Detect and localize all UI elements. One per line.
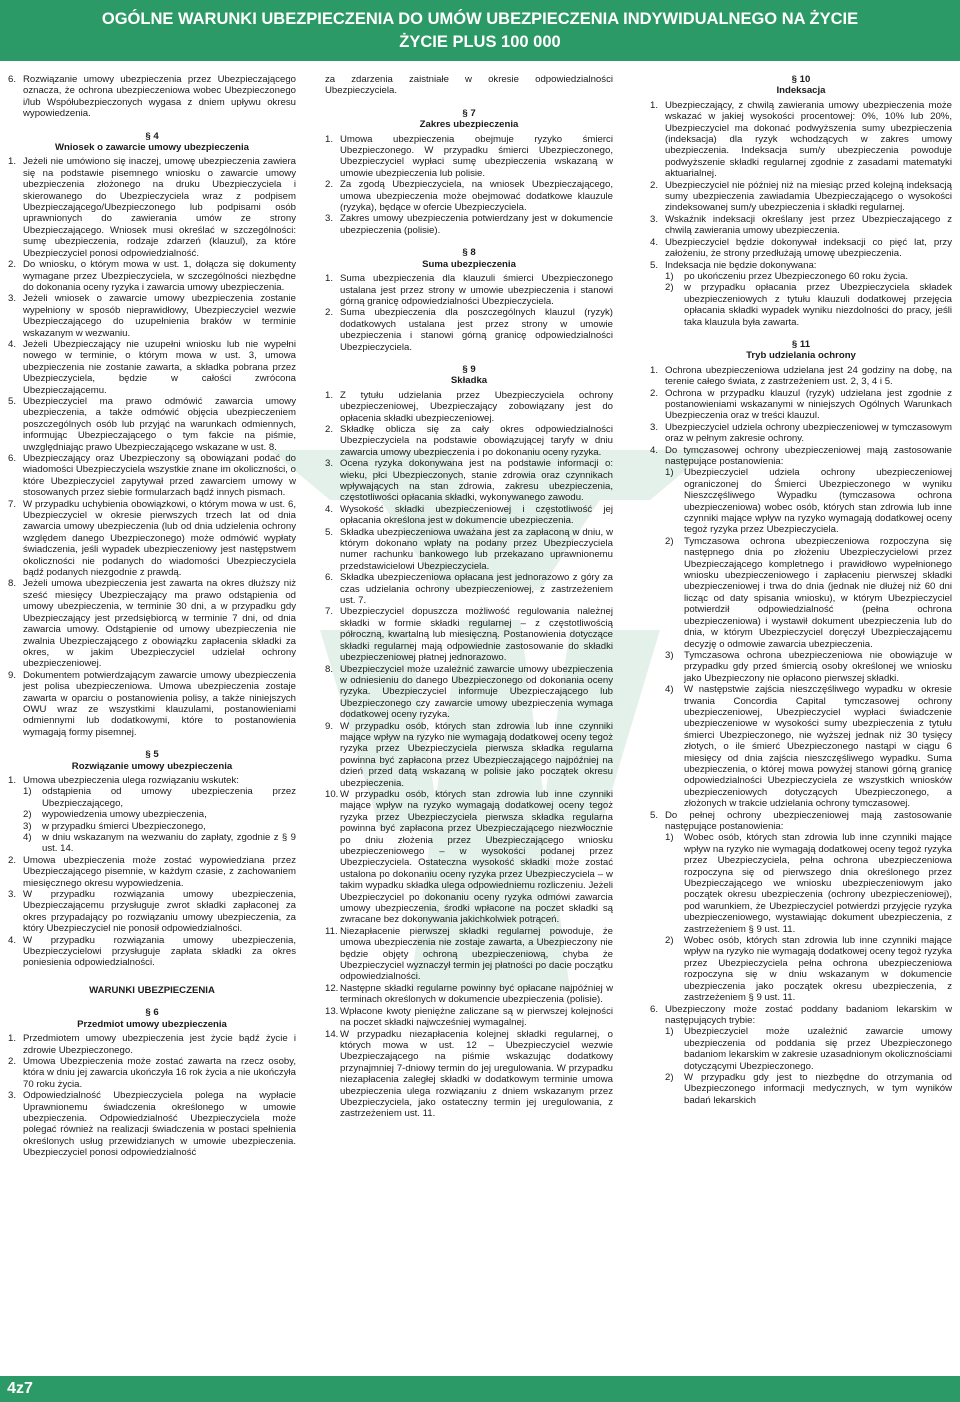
section-heading-8: § 8 Suma ubezpieczenia [422,247,516,270]
list-item: 2. Ubezpieczyciel nie później niż na miesiąc przed kolejną indeksacją sumy ubezpieczenia zawiadamia Ubezpieczającego o wysokości zindeksowanej sum/y ubezpieczenia i składki regularnej. [650,179,952,214]
list-item: 1. Przedmiotem umowy ubezpieczenia jest życie bądź życie i zdrowie Ubezpieczonego. [8,1033,296,1056]
column-right [650,74,952,1106]
list-item: 6. Ubezpieczony może zostać poddany badaniom lekarskim w następujących trybie: [650,1003,952,1026]
sub-list-item: 2) w przypadku opłacania przez Ubezpieczyciela składek ubezpieczeniowych z tytułu klauzuli dodatkowej przejęcia opłacania składki wypadek wyniku niezdolności do pracy, jeśli taka klauzula była zawarta. [665,282,952,328]
list-item: 2. Umowa ubezpieczenia może zostać wypowiedziana przez Ubezpieczającego pisemnie, w każdym czasie, z zachowaniem miesięcznego okresu wypowiedzenia. [8,854,296,889]
paragraph: 6. Rozwiązanie umowy ubezpieczenia przez Ubezpieczającego oznacza, że ochrona ubezpieczeniowa wobec Ubezpieczonego i/lub Współubezpieczonych wygasa z dniem upływu okresu wypowiedzenia. [8,74,296,120]
list-item: 7. Ubezpieczyciel dopuszcza możliwość regulowania należnej składki w formie składki regularnej – z częstotliwością półroczną, kwartalną lub miesięczną. Postanowienia dotyczące składki regularnej mają odpowiednie zastosowanie do składki ubezpieczeniowej płatnej jednorazowo. [325,606,613,664]
section-heading-10: § 10 Indeksacja [776,74,826,97]
list-item: 8. Jeżeli umowa ubezpieczenia jest zawarta na okres dłuższy niż sześć miesięcy Ubezpieczający ma prawo odstąpienia od umowy ubezpieczenia, w terminie 30 dni, a w przypadku gdy Ubezpieczający jest przedsiębiorcą w terminie 7 dni, od dnia zawarcia umowy. Odstąpienie od umowy ubezpieczenia nie zwalnia Ubezpieczającego z obowiązku zapłacenia składki za okres, w jakim Ubezpieczyciel udzielał ochrony ubezpieczeniowej. [8,578,296,670]
list-item: 7. W przypadku uchybienia obowiązkowi, o którym mowa w ust. 6, Ubezpieczyciel w okresie pierwszych trzech lat od dnia zawarcia umowy ubezpieczenia (lub od dnia udzielenia ochrony względem danego Ubezpieczonego) może odmówić wypłaty świadczenia, jeśli wypadek ubezpieczeniowy jest następstwem okoliczności nie podanych do wiadomości Ubezpieczyciela bądź podanych niezgodnie z prawdą. [8,498,296,579]
list-item: 11. Niezapłacenie pierwszej składki regularnej powoduje, że umowa ubezpieczenia nie zostaje zawarta, a Ubezpieczony nie będzie objęty ochroną ubezpieczeniową, chyba że Ubezpieczyciel wyznaczył termin jej płatności po dacie początku odpowiedzialności. [325,925,613,983]
list-item: 9. W przypadku osób, których stan zdrowia lub inne czynniki mające wpływ na ryzyko nie wymagają dodatkowej oceny tegoż ryzyka przez Ubezpieczyciela pierwsza składka regularna powinna być zapłacona przez Ubezpieczającego najpóźniej na dzień przed datą wskazaną w polisie jako początek okresu ubezpieczenia. [325,720,613,789]
sub-list-item: 1) odstąpienia od umowy ubezpieczenia przez Ubezpieczającego, [23,786,296,809]
list-item: 3. Jeżeli wniosek o zawarcie umowy ubezpieczenia zostanie wypełniony w sposób nieprawidłowy, Ubezpieczyciel wezwie Ubezpieczającego do uzupełnienia braków w terminie wskazanym w wezwaniu. [8,293,296,339]
list-item: 8. Ubezpieczyciel może uzależnić zawarcie umowy ubezpieczenia w odniesieniu do danego Ubezpieczonego od dokonania oceny ryzyka. Ubezpieczyciel informuje Ubezpieczającego lub Ubezpieczonego czy zawarcie umowy ubezpieczenia wymaga dodatkowej oceny ryzyka. [325,663,613,721]
list-item: 4. W przypadku rozwiązania umowy ubezpieczenia, Ubezpieczycielowi przysługuje zapłata składki za okres poniesienia odpowiedzialności. [8,934,296,969]
list-item: 4. Wysokość składki ubezpieczeniowej i częstotliwość jej opłacania określona jest w dokumencie ubezpieczenia. [325,503,613,527]
document-title-line-2: ŻYCIE PLUS 100 000 [399,33,561,51]
list-item: 1. Ochrona ubezpieczeniowa udzielana jest 24 godziny na dobę, na terenie całego świata, z zastrzeżeniem ust. 2, 3, 4 i 5. [650,364,952,388]
sub-list-item: 1) po ukończeniu przez Ubezpieczonego 60 roku życia. [665,270,908,282]
list-item: 2. Do wniosku, o którym mowa w ust. 1, dołącza się dokumenty wymagane przez Ubezpieczyciela, w szczególności niezbędne do dokonania oceny ryzyka i zawarcia umowy ubezpieczenia. [8,259,296,293]
section-heading-4: § 4 Wniosek o zawarcie umowy ubezpieczenia [54,130,250,154]
list-item: 12. Następne składki regularne powinny być opłacane najpóźniej w terminach określonych w dokumencie ubezpieczenia (polisie). [325,982,613,1006]
list-item: 1. Umowa ubezpieczenia obejmuje ryzyko śmierci Ubezpieczonego. W przypadku śmierci Ubezpieczonego, Ubezpieczyciel wypłaci sumę ubezpieczenia wskazaną w umowie ubezpieczenia lub polisie. [325,133,613,179]
sub-list-item: 2) Wobec osób, których stan zdrowia lub inne czynniki mające wpływ na ryzyko nie wymagają dodatkowej oceny tegoż ryzyka przez Ubezpieczyciela pełna ochrona ubezpieczeniowa rozpoczyna się w dniu wskazanym w dokumencie ubezpieczenia jako początek okresu ubezpieczenia, z zastrzeżeniem § 9 ust. 11. [665,935,952,1004]
list-item: 6. Składka ubezpieczeniowa opłacana jest jednorazowo z góry za czas udzielania ochrony ubezpieczeniowej, z zastrzeżeniem ust. 7. [325,572,613,607]
section-heading-7: § 7 Zakres ubezpieczenia [419,107,519,131]
section-heading-5: § 5 Rozwiązanie umowy ubezpieczenia [71,749,233,772]
list-item: 2. Suma ubezpieczenia dla poszczególnych klauzul (ryzyk) dodatkowych ustalana jest przez strony w umowie ubezpieczenia i stanowi górną granicę odpowiedzialności Ubezpieczyciela. [325,307,613,353]
list-item: 2. Ochrona w przypadku klauzul (ryzyk) udzielana jest zgodnie z postanowieniami wskazanymi w niniejszych Ogólnych Warunkach Ubezpieczenia oraz w treści klauzul. [650,387,952,422]
list-item: 1. Jeżeli nie umówiono się inaczej, umowę ubezpieczenia zawiera się na podstawie pisemnego wniosku o zawarcie umowy ubezpieczenia złożonego na druku Ubezpieczyciela i skierowanego do Ubezpieczyciela wraz z podpisem Ubezpieczającego/Ubezpieczonego lub podpisami osób uprawnionych do zawierania umów ze strony Ubezpieczającego. Wniosek musi określać w szczególności: sumę ubezpieczenia, rodzaje zdarzeń (klauzul), za które Ubezpieczyciel ponosi odpowiedzialność. [8,156,296,259]
sub-list-item: 4) W następstwie zajścia nieszczęśliwego wypadku w okresie trwania Concordia Capital tymczasowej ochrony ubezpieczeniowej, Ubezpieczyciel wypłaci świadczenie ubezpieczeniowe w wysokości sumy ubezpieczenia z tytułu śmierci Ubezpieczonego, nie wyższej jednak niż 30 tysięcy złotych, o ile śmierć Ubezpieczonego nastąpi w ciągu 6 miesięcy od dnia zajścia nieszczęśliwego wypadku. Suma ubezpieczenia, o której mowa powyżej stanowi górną granicę odpowiedzialności Ubezpieczyciela ze wszystkich wniosków ubezpieczeniowych dotyczących Ubezpieczonego, a złożonych w trakcie udzielania ochrony tymczasowej. [665,684,952,810]
list-item: 3. Zakres umowy ubezpieczenia potwierdzany jest w dokumencie ubezpieczenia (polisie). [325,213,613,236]
list-item: 3. Ubezpieczyciel udziela ochrony ubezpieczeniowej w tymczasowym oraz w pełnym zakresie ochrony. [650,421,952,445]
page-number: 4z7 [7,1380,33,1397]
list-item: 3. Wskaźnik indeksacji określany jest przez Ubezpieczającego z chwilą zawierania umowy ubezpieczenia. [650,213,952,237]
list-item: 4. Jeżeli Ubezpieczający nie uzupełni wniosku lub nie wypełni nowego w terminie, o którym mowa w ust. 3, umowa ubezpieczenia nie zostanie zawarta, a składka pobrana przez Ubezpieczyciela, będzie w całości zwrócona Ubezpieczającemu. [8,338,296,396]
sub-list-item: 3) w przypadku śmierci Ubezpieczonego, [23,820,206,832]
sub-list-item: 2) wypowiedzenia umowy ubezpieczenia, [23,809,207,821]
document-title-line-1: OGÓLNE WARUNKI UBEZPIECZENIA DO UMÓW UBEZPIECZENIA INDYWIDUALNEGO NA ŻYCIE [101,10,859,28]
column-middle [325,74,613,1120]
list-item: 4. Do tymczasowej ochrony ubezpieczeniowej mają zastosowanie następujące postanowienia: [650,444,952,467]
paragraph: za zdarzenia zaistniałe w okresie odpowiedzialności Ubezpieczyciela. [325,74,613,97]
list-item: 2. Umowa Ubezpieczenia może zostać zawarta na rzecz osoby, która w dniu jej zawarcia ukończyła 16 rok życia a nie ukończyła 70 roku życia. [8,1055,296,1090]
list-item: 5. Do pełnej ochrony ubezpieczeniowej mają zastosowanie następujące postanowienia: [650,809,952,832]
list-item: 1. Suma ubezpieczenia dla klauzuli śmierci Ubezpieczonego ustalana jest przez strony w umowie ubezpieczenia i stanowi górną granicę odpowiedzialności Ubezpieczyciela. [325,273,613,307]
list-item: 3. Ocena ryzyka dokonywana jest na podstawie informacji o: wieku, płci Ubezpieczonych, stanie zdrowia oraz czynnikach wpływających na stan zdrowia, zakresu ubezpieczenia, częstotliwości opłacania składki, wykonywanego zawodu. [325,458,613,504]
list-item: 2. Za zgodą Ubezpieczyciela, na wniosek Ubezpieczającego, umowa ubezpieczenia może obejmować dodatkowe klauzule (ryzyka), będące w ofercie Ubezpieczyciela. [325,179,613,214]
list-item: 10. W przypadku osób, których stan zdrowia lub inne czynniki mające wpływ na ryzyko wymagają dodatkowej oceny tegoż ryzyka przez Ubezpieczyciela pierwsza składka regularna powinna być zapłacona przez Ubezpieczającego niezwłocznie po dniu złożenia przez Ubezpieczającego wniosku ubezpieczeniowego – w wysokości podanej przez Ubezpieczyciela. Ostateczna wysokość składki może zostać ustalona po dokonaniu oceny ryzyka przez Ubezpieczyciela – w takim wypadku składka ulega odpowiedniemu rozliczeniu. Jeżeli Ubezpieczyciel po dokonaniu oceny ryzyka odmówi zawarcia umowy ubezpieczenia, środki wpłacone na poczet składki są zwracane bez dokonywania jakichkolwiek potrąceń. [325,788,613,926]
sub-list-item: 1) Ubezpieczyciel może uzależnić zawarcie umowy ubezpieczenia od poddania się przez Ubezpieczonego badaniom lekarskim w zakresie uzasadnionym okolicznościami dotyczącymi Ubezpieczonego. [665,1026,952,1072]
list-item: 9. Dokumentem potwierdzającym zawarcie umowy ubezpieczenia jest polisa ubezpieczeniowa. Umowa ubezpieczenia zostaje zawarta w oparciu o postanowienia polisy, a także niniejszych OWU wraz ze wszystkimi klauzulami, postanowieniami odmiennymi lub dodatkowymi, które to postanowienia wymagają formy pisemnej. [8,669,296,738]
sub-list-item: 1) Ubezpieczyciel udziela ochrony ubezpieczeniowej ograniczonej do Śmierci Ubezpieczonego w wyniku Nieszczęśliwego Wypadku (tymczasowa ochrona ubezpieczeniowa) wobec osób, których stan zdrowia lub inne czynniki mające wpływ na ryzyko wymagają dodatkowej oceny tegoż ryzyka przez Ubezpieczyciela. [665,467,952,536]
sub-list-item: 1) Wobec osób, których stan zdrowia lub inne czynniki mające wpływ na ryzyko nie wymagają dodatkowej oceny tegoż ryzyka przez Ubezpieczyciela, pełna ochrona ubezpieczeniowa rozpoczyna się od pierwszego dnia określonego przez Ubezpieczającego we wniosku ubezpieczeniowym jako początek okresu ubezpieczenia (ochrony ubezpieczeniowej), pod warunkiem, że Ubezpieczyciel potwierdzi przyjęcie ryzyka ubezpieczeniowego, wystawiając dokument ubezpieczenia, z zastrzeżeniem § 9 ust. 11. [665,832,952,935]
list-item: 2. Składkę oblicza się za cały okres odpowiedzialności Ubezpieczyciela na podstawie obowiązującej taryfy w dniu zawarcia umowy ubezpieczenia i po dokonaniu oceny ryzyka. [325,423,613,458]
sub-list-item: 2) W przypadku gdy jest to niezbędne do otrzymania od Ubezpieczonego informacji medycznych, w tym wyników badań lekarskich [665,1071,952,1106]
list-item: 3. Odpowiedzialność Ubezpieczyciela polega na wypłacie Uprawnionemu świadczenia określonego w umowie ubezpieczenia. Odpowiedzialność Ubezpieczyciela może polegać również na realizacji świadczenia w postaci spełnienia określonych usług przewidzianych w umowie ubezpieczenia. Ubezpieczyciel ponosi odpowiedzialność [8,1090,296,1159]
section-heading-9: § 9 Składka [450,363,488,387]
footer-bar [0,1376,960,1402]
section-heading-11: § 11 Tryb udzielania ochrony [746,338,856,362]
list-item: 1. Ubezpieczający, z chwilą zawierania umowy ubezpieczenia może wskazać w jakiej wysokości procentowej: 0%, 10% lub 20%, Ubezpieczyciel ma dokonać podwyższenia sumy ubezpieczenia (indeksacja) dla ryzyk wchodzących w zakres umowy ubezpieczenia. Indeksacja sum/y ubezpieczenia powoduje podwyższenie składki regularnej zgodnie z zasadami matematyki aktuarialnej. [650,99,952,180]
section-heading-6: § 6 Przedmiot umowy ubezpieczenia [77,1007,227,1030]
list-item: 5. Indeksacja nie będzie dokonywana: [650,259,817,271]
list-item: 6. Ubezpieczający oraz Ubezpieczony są obowiązani podać do wiadomości Ubezpieczyciela wszystkie znane im okoliczności, o które Ubezpieczyciel zapytywał przed zawarciem umowy w stosowanych przez siebie formularzach bądź innych pismach. [8,453,296,499]
list-item: 1. Umowa ubezpieczenia ulega rozwiązaniu wskutek: [8,774,239,786]
list-item: 13. Wpłacone kwoty pieniężne zaliczane są w pierwszej kolejności na poczet składki najwcześniej wymagalnej. [325,1005,613,1029]
list-item: 4. Ubezpieczyciel będzie dokonywał indeksacji co pięć lat, przy założeniu, że strony przedłużają umowę ubezpieczenia. [650,236,952,260]
column-left [8,74,296,1159]
list-item: 5. Składka ubezpieczeniowa uważana jest za zapłaconą w dniu, w którym dokonano wpłaty na podany przez Ubezpieczyciela numer rachunku bankowego lub przekazano uprawnionemu przedstawicielowi Ubezpieczyciela. [325,526,613,572]
sub-list-item: 4) w dniu wskazanym na wezwaniu do zapłaty, zgodnie z § 9 ust. 14. [23,832,296,855]
list-item: 1. Z tytułu udzielania przez Ubezpieczyciela ochrony ubezpieczeniowej, Ubezpieczający zobowiązany jest do opłacenia składki ubezpieczeniowej. [325,389,613,424]
document-header [0,0,960,61]
list-item: 3. W przypadku rozwiązania umowy ubezpieczenia, Ubezpieczającemu przysługuje zwrot składki zapłaconej za okres przypadający po rozwiązaniu umowy ubezpieczenia, za który Ubezpieczyciel nie ponosił odpowiedzialności. [8,889,296,935]
list-item: 14. W przypadku niezapłacenia kolejnej składki regularnej, o których mowa w ust. 12 – Ubezpieczyciel wezwie Ubezpieczającego na piśmie wskazując dodatkowy przynajmniej 7-dniowy termin do jej uregulowania. W przypadku niezapłacenia zaległej składki w dodatkowym terminie umowa ubezpieczenia ulega rozwiązaniu z dniem wskazanym przez Ubezpieczyciela, jako ostateczny termin jej uregulowania, z zastrzeżeniem ust. 11. [325,1028,613,1120]
list-item: 5. Ubezpieczyciel ma prawo odmówić zawarcia umowy ubezpieczenia, a także odmówić objęcia ubezpieczeniem poszczególnych osób lub przyjąć na warunkach odmiennych, informując Ubezpieczającego o tym fakcie na piśmie, uwzględniając prawo Ubezpieczającego wskazane w ust. 8. [8,395,296,453]
part-heading: WARUNKI UBEZPIECZENIA [89,984,215,996]
sub-list-item: 3) Tymczasowa ochrona ubezpieczeniowa nie obowiązuje w przypadku gdy przed śmiercią osoby określonej we wniosku jako Ubezpieczony nie opłacono pierwszej składki. [665,649,952,684]
sub-list-item: 2) Tymczasowa ochrona ubezpieczeniowa rozpoczyna się następnego dnia po złożeniu Ubezpieczycielowi przez Ubezpieczającego kompletnego i prawidłowo wypełnionego wniosku ubezpieczeniowego i zapłaceniu pierwszej składki ubezpieczeniowej i trwa do dnia (jednak nie dłużej niż 60 dni licząc od daty spisania wniosku), w którym Ubezpieczyciel potwierdził odpowiedzialność (pełna ochrona ubezpieczeniowa) i wystawił dokument ubezpieczenia lub do dnia, w którym Ubezpieczyciel doręczył Ubezpieczającemu decyzję o odmowie zawarcia ubezpieczenia. [665,535,952,650]
